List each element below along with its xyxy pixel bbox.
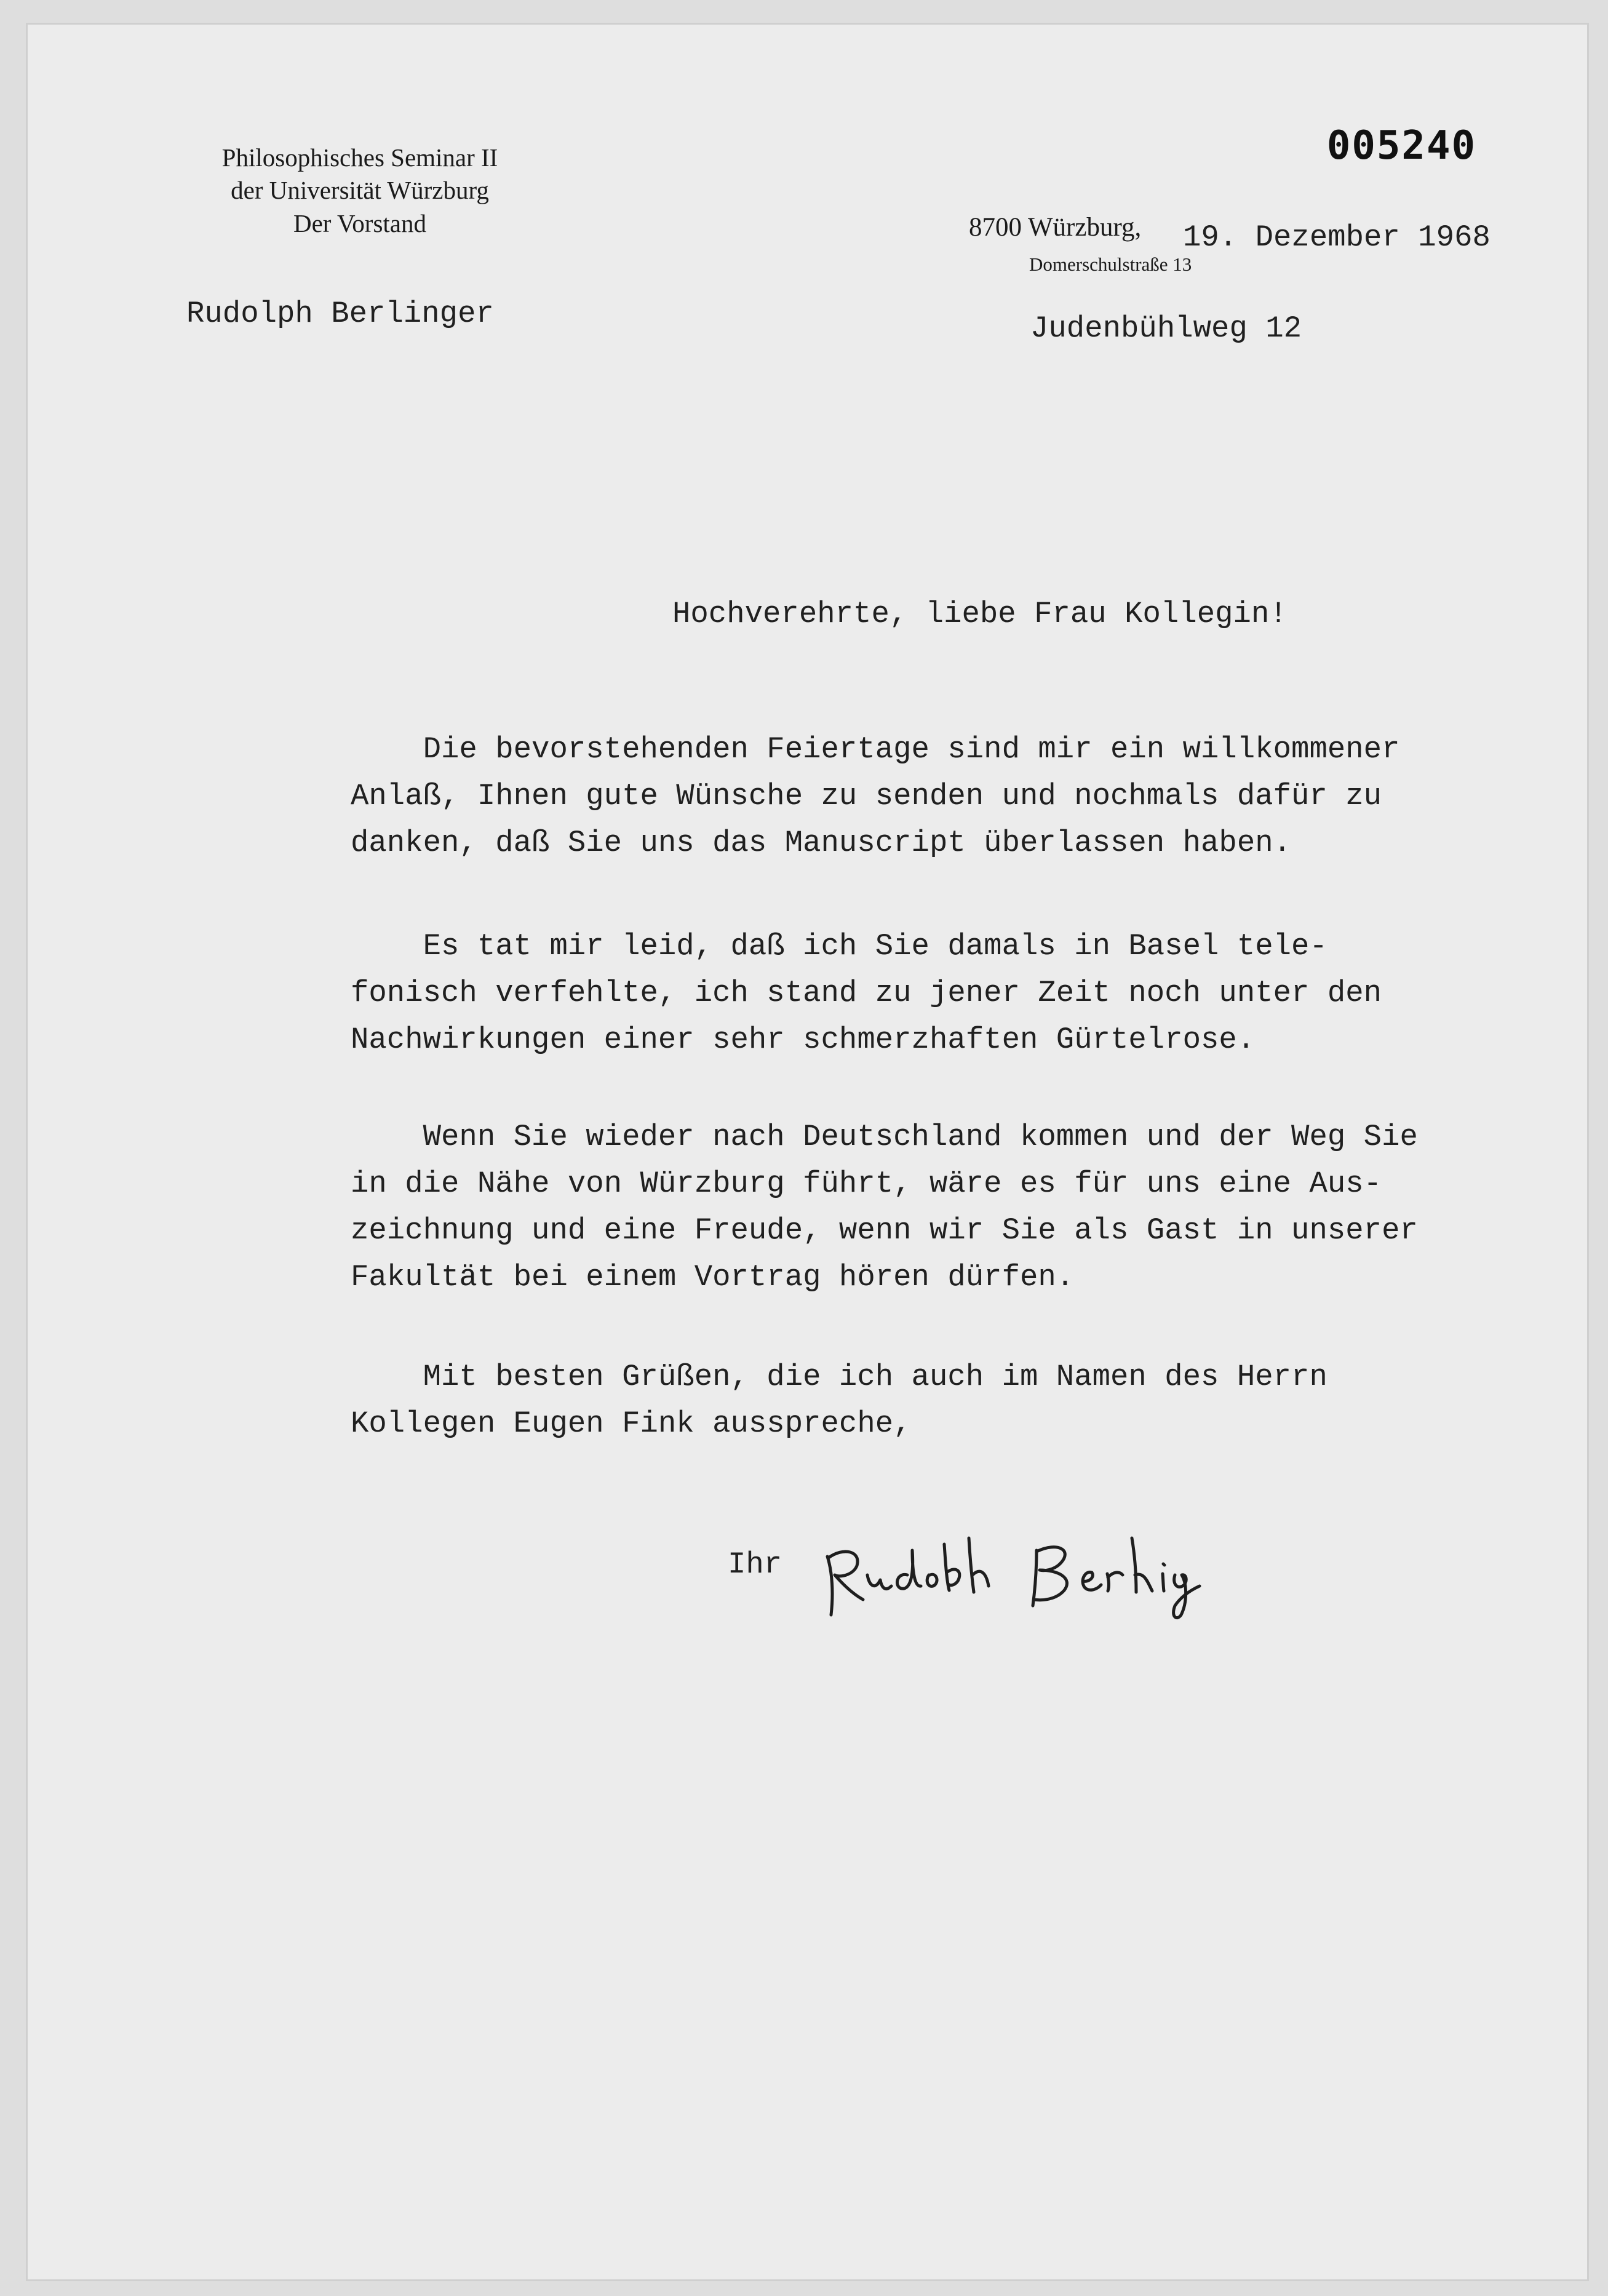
paragraph [351, 1360, 1327, 1453]
letterhead-line: der Universität Würzburg [231, 176, 489, 205]
text-line: zeichnung und eine Freude, wenn wir Sie als Gast in unserer [351, 1213, 1418, 1248]
handwritten-signature [815, 1513, 1307, 1624]
paragraph [351, 732, 1399, 872]
document-number: 005240 [1326, 123, 1476, 169]
text-line: Nachwirkungen einer sehr schmerzhaften Gürtelrose. [351, 1022, 1256, 1057]
letterhead-line: Der Vorstand [293, 209, 426, 237]
sender-name: Rudolph Berlinger [186, 297, 494, 331]
letterhead-line: Philosophisches Seminar II [221, 143, 498, 172]
printed-address: Domerschulstraße 13 [1029, 253, 1192, 275]
text-line: Kollegen Eugen Fink ausspreche, [351, 1406, 912, 1441]
letterhead-institution [194, 142, 526, 240]
place-line: 8700 Würzburg, [969, 213, 1142, 242]
text-line: fonisch verfehlte, ich stand zu jener Zeit noch unter den [351, 976, 1382, 1010]
letter-page [28, 25, 1587, 2279]
typed-address: Judenbühlweg 12 [1030, 311, 1302, 346]
text-line: Fakultät bei einem Vortrag hören dürfen. [351, 1260, 1075, 1294]
text-line: in die Nähe von Würzburg führt, wäre es für uns eine Aus- [351, 1166, 1382, 1201]
text-line: Anlaß, Ihnen gute Wünsche zu senden und nochmals dafür zu [351, 779, 1382, 813]
text-line: Es tat mir leid, daß ich Sie damals in Basel tele- [351, 929, 1327, 963]
letter-date: 19. Dezember 1968 [1183, 220, 1491, 255]
text-line: Wenn Sie wieder nach Deutschland kommen und der Weg Sie [351, 1120, 1418, 1154]
salutation: Hochverehrte, liebe Frau Kollegin! [672, 597, 1288, 631]
text-line: danken, daß Sie uns das Manuscript überlassen haben. [351, 826, 1292, 860]
text-line: Mit besten Grüßen, die ich auch im Namen des Herrn [351, 1360, 1327, 1394]
text-line: Die bevorstehenden Feiertage sind mir ein willkommener [351, 732, 1400, 767]
paragraph [351, 1120, 1418, 1307]
closing: Ihr [728, 1547, 782, 1582]
paragraph [351, 929, 1382, 1069]
